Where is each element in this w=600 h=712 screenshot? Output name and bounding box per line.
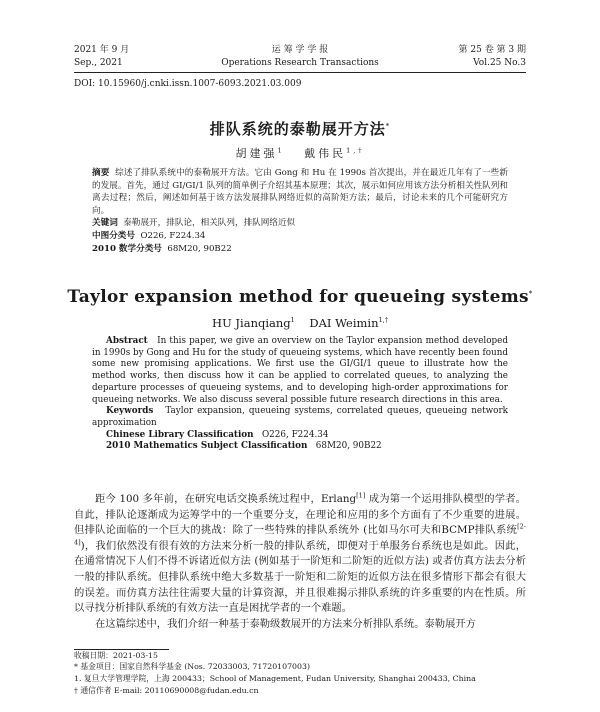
authors-cn	[0, 145, 600, 161]
keywords-cn-label: 关键词	[92, 218, 118, 229]
msc-cn	[92, 243, 508, 256]
clc-en	[92, 430, 508, 442]
header-journal-cn: 运 筹 学 学 报	[271, 45, 329, 55]
body-p1-a: 距今 100 多年前，在研究电话交换系统过程中，Erlang	[95, 493, 357, 505]
doi: DOI: 10.15960/j.cnki.issn.1007-6093.2021.03.009	[74, 79, 302, 89]
body-paragraph-1	[74, 492, 526, 617]
msc-cn-label: 2010 数学分类号	[92, 243, 162, 254]
title-cn-text: 排队系统的泰勒展开方法	[209, 120, 386, 138]
abstract-en	[92, 336, 508, 453]
title-en	[0, 287, 600, 307]
author-en-1: HU Jianqiang	[212, 316, 291, 330]
msc-en-label: 2010 Mathematics Subject Classification	[106, 441, 308, 452]
body-p1-c: )，我们依然没有很有效的方法来分析一般的排队系统，即便对于单服务台系统也是如此。因此，在通常情况下人们不得不诉诸近似方法 (例如基于一阶矩和二阶矩的近似方法) 或者仿真方法去分析一般的排队系统。但排队系统中绝大多数基于一阶矩和二阶矩的近似方法在很多情形下都会有很大的误差。而仿真方法往往需要大量的计算资源，并且很难揭示排队系统的许多重要的内在性质。所以寻找分析排队系统的有效方法一直是困扰学者的一个难题。	[74, 539, 526, 615]
clc-en-label: Chinese Library Classification	[106, 429, 254, 440]
header-volume-en: Vol.25 No.3	[473, 58, 526, 68]
title-cn	[0, 118, 600, 139]
abstract-cn-body	[92, 167, 508, 217]
abstract-cn-text: 综述了排队系统中的泰勒展开方法。它由 Gong 和 Hu 在 1990s 首次提出，并在最近几年有了一些新的发展。首先，通过 GI/GI/1 队列的简单例子介绍其基本原理；其次，展示如何应用该方法分析相关性队列和离去过程；然后，阐述如何基于该方法发展排队网络近似的高阶矩方法；最后，讨论未来的几个可能研究方向。	[92, 168, 508, 216]
msc-en	[92, 441, 508, 453]
authors-en	[0, 316, 600, 330]
abstract-en-body	[92, 336, 508, 406]
header-volume-cn: 第 25 卷 第 3 期	[458, 45, 526, 55]
author-en-2: DAI Weimin	[309, 316, 379, 330]
header-date-en: Sep., 2021	[74, 58, 123, 68]
keywords-en-text: Taylor expansion, queueing systems, correlated queues, queueing network approximation	[92, 406, 509, 428]
footnote-funding: * 基金项目：国家自然科学基金 (Nos. 72033003, 71720107003)	[74, 662, 310, 671]
msc-en-value: 68M20, 90B22	[315, 441, 382, 452]
author-cn-2: 戴伟民	[304, 147, 347, 160]
msc-cn-value: 68M20, 90B22	[167, 243, 232, 254]
abstract-cn-label: 摘要	[92, 168, 110, 178]
footnote-affiliation: 1. 复旦大学管理学院，上海 200433；School of Management, Fudan University, Shanghai 200433, China	[74, 674, 476, 683]
keywords-cn	[92, 217, 508, 230]
author-en-2-aff: 1,†	[378, 316, 388, 325]
header-date-cn: 2021 年 9 月	[74, 45, 130, 55]
keywords-en	[92, 406, 508, 429]
header-rule	[74, 72, 526, 73]
abstract-en-text: In this paper, we give an overview on the Taylor expansion method developed in 1990s by Gong and Hu for the study of queueing systems, which have recently been found some new promising applications. We first use the GI/GI/1 queue to illustrate how the method works, then discuss how it can be applied to correlated queues, to analyzing the departure processes of queueing systems, and to developing high-order approximations for queueing networks. We also discuss several possible future research directions in this area.	[92, 336, 508, 405]
footnote-corresponding: † 通信作者 E-mail: 20110690008@fudan.edu.cn	[74, 686, 259, 695]
header-journal-en: Operations Research Transactions	[221, 58, 379, 68]
body-p1-b: 成为第一个运用排队模型的学者。自此，排队论逐渐成为运筹学中的一个重要分支，在理论和应用的多个方面有了不少重要的进展。但排队论面临的一个巨大的挑战：除了一些特殊的排队系统外 (比如马尔可夫和BCMP排队系统	[74, 493, 527, 537]
clc-cn-value: O226, F224.34	[140, 230, 206, 241]
clc-cn	[92, 230, 508, 243]
author-cn-1-aff: 1	[277, 146, 285, 155]
body-text	[74, 492, 526, 632]
abstract-cn	[92, 167, 508, 255]
keywords-cn-text: 泰勒展开，排队论，相关队列，排队网络近似	[123, 218, 296, 229]
footnote-received: 收稿日期：2021-03-15	[74, 651, 158, 660]
keywords-en-label: Keywords	[106, 406, 154, 417]
author-cn-1: 胡建强	[235, 147, 278, 160]
author-en-1-aff: 1	[290, 316, 295, 325]
title-en-mark: *	[528, 289, 533, 298]
clc-en-value: O226, F224.34	[261, 429, 329, 440]
title-cn-mark: *	[385, 122, 391, 130]
citation-ref-2-4[interactable]: [2-4]	[74, 522, 526, 547]
clc-cn-label: 中图分类号	[92, 230, 135, 241]
body-paragraph-2: 在这篇综述中，我们介绍一种基于泰勒级数展开的方法来分析排队系统。泰勒展开方	[95, 617, 476, 630]
citation-ref-1[interactable]: [1]	[356, 491, 366, 500]
abstract-en-label: Abstract	[106, 336, 148, 346]
title-en-text: Taylor expansion method for queueing systems	[67, 287, 529, 307]
author-cn-2-aff: 1,†	[346, 146, 365, 155]
